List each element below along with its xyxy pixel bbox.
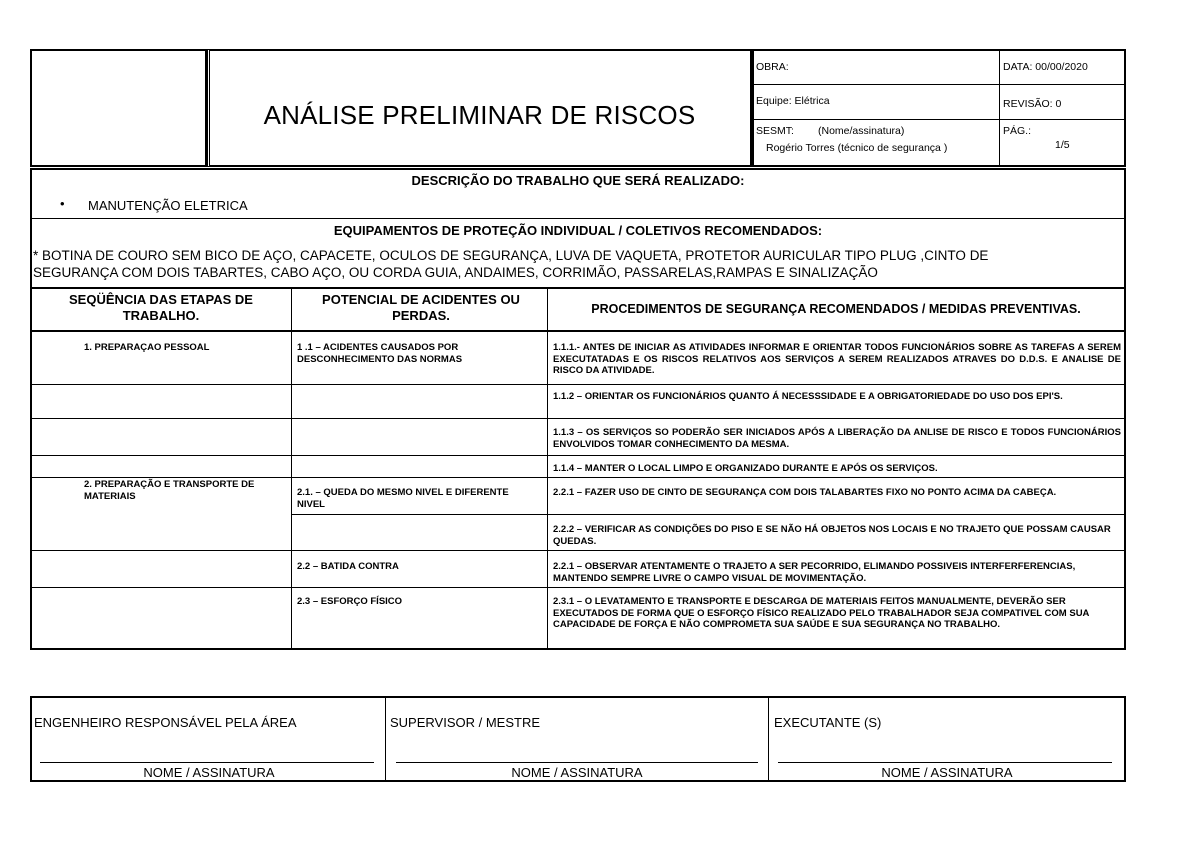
column-header-procedimentos: PROCEDIMENTOS DE SEGURANÇA RECOMENDADOS / MEDIDAS PREVENTIVAS. — [591, 302, 1081, 316]
row-divider — [292, 514, 1124, 515]
meta-divider — [999, 51, 1000, 165]
data-label: DATA: 00/00/2020 — [1003, 61, 1088, 73]
epi-line-2: SEGURANÇA COM DOIS TABARTES, CABO AÇO, OU CORDA GUIA, ANDAIMES, CORRIMÃO, PASSARELAS,RAMPAS E SINALIZAÇÃO — [33, 265, 878, 280]
equipe-label: Equipe: Elétrica — [756, 95, 830, 107]
signature-line — [40, 762, 374, 763]
row-divider — [32, 330, 1124, 332]
table-row-procedimento: 1.1.1.- ANTES DE INICIAR AS ATIVIDADES INFORMAR E ORIENTAR TODOS FUNCIONÁRIOS SOBRE AS TAREFAS A SEREM EXECUTATADAS E OS RISCOS RELATIVOS AOS SERVIÇOS A SEREM REALIZADOS ATRAVES DO D.D.S. E ANALISE DE RISCO DA ATIVIDADE. — [553, 342, 1121, 376]
column-header-potencial: POTENCIAL DE ACIDENTES OU PERDAS. — [322, 292, 520, 323]
table-row-etapa: 1. PREPARAÇAO PESSOAL — [84, 342, 210, 353]
divider — [32, 218, 1124, 219]
signature-caption: NOME / ASSINATURA — [881, 765, 1013, 780]
obra-label: OBRA: — [756, 61, 789, 73]
table-row-procedimento: 2.3.1 – O LEVATAMENTO E TRANSPORTE E DESCARGA DE MATERIAIS FEITOS MANUALMENTE, DEVERÃO SER EXECUTADOS DE FORMA QUE O ESFORÇO FÍSICO REALIZADO PELO TRABALHADOR SEJA COMPATIVEL COM SUA CAPACIDADE DE FORÇA E NÃO COMPROMETA SUA SAÚDE E SUA SEGURANÇA NO TRABALHO. — [553, 596, 1090, 630]
row-divider — [32, 418, 1124, 419]
column-divider — [291, 288, 292, 649]
supervisor-label: SUPERVISOR / MESTRE — [390, 715, 541, 730]
column-divider — [547, 288, 548, 649]
meta-divider — [754, 119, 1124, 120]
epi-title: EQUIPAMENTOS DE PROTEÇÃO INDIVIDUAL / COLETIVOS RECOMENDADOS: — [333, 223, 823, 238]
pag-value: 1/5 — [1055, 139, 1070, 151]
signature-line — [778, 762, 1112, 763]
description-item: MANUTENÇÃO ELETRICA — [88, 198, 248, 213]
table-row-procedimento: 2.2.1 – FAZER USO DE CINTO DE SEGURANÇA COM DOIS TALABARTES FIXO NO PONTO ACIMA DA CABEÇA. — [553, 487, 1057, 498]
signature-line — [396, 762, 758, 763]
page-title: ANÁLISE PRELIMINAR DE RISCOS — [263, 100, 696, 130]
row-divider — [32, 587, 1124, 588]
logo-box — [30, 49, 207, 167]
meta-divider — [754, 84, 1124, 85]
row-divider — [32, 384, 1124, 385]
table-row-procedimento: 2.2.2 – VERIFICAR AS CONDIÇÕES DO PISO E SE NÃO HÁ OBJETOS NOS LOCAIS E NO TRAJETO QUE POSSAM CAUSAR QUEDAS. — [553, 524, 1111, 547]
row-divider — [32, 477, 1124, 478]
table-row-potencial: 1 .1 – ACIDENTES CAUSADOS POR DESCONHECIMENTO DAS NORMAS — [297, 342, 463, 365]
description-title: DESCRIÇÃO DO TRABALHO QUE SERÁ REALIZADO: — [411, 173, 745, 188]
column-divider — [768, 698, 769, 780]
row-divider — [32, 455, 1124, 456]
epi-line-1: * BOTINA DE COURO SEM BICO DE AÇO, CAPACETE, OCULOS DE SEGURANÇA, LUVA DE VAQUETA, PROTETOR AURICULAR TIPO PLUG ,CINTO DE — [33, 248, 989, 263]
revisao-label: REVISÃO: 0 — [1003, 98, 1062, 110]
sesmt-label: SESMT: — [756, 125, 794, 137]
table-row-etapa: 2. PREPARAÇÃO E TRANSPORTE DE MATERIAIS — [84, 479, 255, 502]
pag-label: PÁG.: — [1003, 125, 1032, 137]
executante-label: EXECUTANTE (S) — [774, 715, 882, 730]
table-row-potencial: 2.3 – ESFORÇO FÍSICO — [297, 596, 403, 607]
table-row-potencial: 2.1. – QUEDA DO MESMO NIVEL E DIFERENTE NIVEL — [297, 487, 509, 510]
bullet-icon: • — [60, 196, 65, 211]
signature-caption: NOME / ASSINATURA — [143, 765, 275, 780]
engineer-label: ENGENHEIRO RESPONSÁVEL PELA ÁREA — [34, 715, 297, 730]
sesmt-sub: (Nome/assinatura) — [818, 125, 905, 137]
table-row-procedimento: 1.1.4 – MANTER O LOCAL LIMPO E ORGANIZADO DURANTE E APÓS OS SERVIÇOS. — [553, 463, 938, 474]
sesmt-name: Rogério Torres (técnico de segurança ) — [766, 142, 948, 154]
divider — [32, 287, 1124, 289]
signature-caption: NOME / ASSINATURA — [511, 765, 643, 780]
table-row-potencial: 2.2 – BATIDA CONTRA — [297, 561, 399, 572]
table-row-procedimento: 1.1.2 – ORIENTAR OS FUNCIONÁRIOS QUANTO Á NECESSSIDADE E A OBRIGATORIEDADE DO USO DOS EPI'S. — [553, 391, 1063, 402]
column-header-etapas: SEQÜÊNCIA DAS ETAPAS DE TRABALHO. — [69, 292, 253, 323]
row-divider — [32, 550, 1124, 551]
table-row-procedimento: 1.1.3 – OS SERVIÇOS SO PODERÃO SER INICIADOS APÓS A LIBERAÇÃO DA ANLISE DE RISCO E TODOS FUNCIONÁRIOS ENVOLVIDOS TOMAR CONHECIMENTO DA MESMA. — [553, 427, 1121, 450]
column-divider — [385, 698, 386, 780]
table-row-procedimento: 2.2.1 – OBSERVAR ATENTAMENTE O TRAJETO A SER PECORRIDO, ELIMANDO POSSIVEIS INTERFERFERENCIAS, MANTENDO SEMPRE LIVRE O CAMPO VISUAL DE MOVIMENTAÇÃO. — [553, 561, 1076, 584]
